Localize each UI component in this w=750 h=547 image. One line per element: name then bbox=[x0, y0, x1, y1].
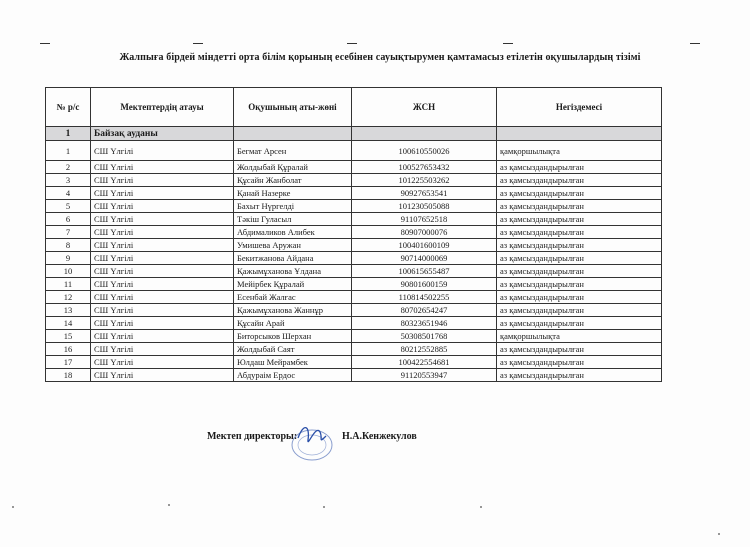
basis: аз қамсыздандырылған bbox=[497, 213, 662, 226]
student-name: Бекитжанова Айдана bbox=[234, 252, 352, 265]
table-row bbox=[46, 200, 662, 213]
student-iin: 80907000076 bbox=[352, 226, 497, 239]
student-name: Абдураім Ердос bbox=[234, 369, 352, 382]
school-name: СШ Үлгілі bbox=[91, 239, 234, 252]
school-name: СШ Үлгілі bbox=[91, 330, 234, 343]
header-number: № р/с bbox=[46, 88, 91, 127]
student-iin: 100527653432 bbox=[352, 161, 497, 174]
scan-speck bbox=[168, 504, 170, 506]
school-name: СШ Үлгілі bbox=[91, 343, 234, 356]
student-iin: 80212552885 bbox=[352, 343, 497, 356]
scan-speck bbox=[718, 533, 720, 535]
dash-mark bbox=[40, 43, 50, 44]
row-number: 12 bbox=[46, 291, 91, 304]
school-name: СШ Үлгілі bbox=[91, 252, 234, 265]
basis: қамқоршылықта bbox=[497, 141, 662, 161]
table-body bbox=[46, 127, 662, 382]
student-name: Биторсыков Шерхан bbox=[234, 330, 352, 343]
row-number: 11 bbox=[46, 278, 91, 291]
student-name: Умишева Аружан bbox=[234, 239, 352, 252]
school-name: СШ Үлгілі bbox=[91, 291, 234, 304]
student-iin: 101225503262 bbox=[352, 174, 497, 187]
row-number: 5 bbox=[46, 200, 91, 213]
school-name: СШ Үлгілі bbox=[91, 187, 234, 200]
table-row bbox=[46, 330, 662, 343]
basis: аз қамсыздандырылған bbox=[497, 252, 662, 265]
student-name: Бегмат Арсен bbox=[234, 141, 352, 161]
student-iin: 91107652518 bbox=[352, 213, 497, 226]
student-name: Мейірбек Құралай bbox=[234, 278, 352, 291]
basis: аз қамсыздандырылған bbox=[497, 239, 662, 252]
row-number: 1 bbox=[46, 141, 91, 161]
student-name: Жолдыбай Саят bbox=[234, 343, 352, 356]
student-name: Есенбай Жалғас bbox=[234, 291, 352, 304]
table-row bbox=[46, 369, 662, 382]
row-number: 10 bbox=[46, 265, 91, 278]
dash-mark bbox=[503, 43, 513, 44]
school-name: СШ Үлгілі bbox=[91, 226, 234, 239]
table-row bbox=[46, 356, 662, 369]
student-iin: 90714000069 bbox=[352, 252, 497, 265]
school-name: СШ Үлгілі bbox=[91, 213, 234, 226]
row-number: 16 bbox=[46, 343, 91, 356]
basis: аз қамсыздандырылған bbox=[497, 291, 662, 304]
student-name: Қанай Назерке bbox=[234, 187, 352, 200]
basis: аз қамсыздандырылған bbox=[497, 200, 662, 213]
basis: аз қамсыздандырылған bbox=[497, 265, 662, 278]
table-row bbox=[46, 265, 662, 278]
student-iin: 100422554681 bbox=[352, 356, 497, 369]
dash-mark bbox=[690, 43, 700, 44]
row-number: 9 bbox=[46, 252, 91, 265]
row-number: 15 bbox=[46, 330, 91, 343]
basis: аз қамсыздандырылған bbox=[497, 343, 662, 356]
header-iin: ЖСН bbox=[352, 88, 497, 127]
student-iin: 100610550026 bbox=[352, 141, 497, 161]
basis: аз қамсыздандырылған bbox=[497, 317, 662, 330]
group-cell bbox=[234, 127, 352, 141]
group-cell bbox=[497, 127, 662, 141]
school-name: СШ Үлгілі bbox=[91, 369, 234, 382]
table-row bbox=[46, 226, 662, 239]
student-name: Абдималиков Алибек bbox=[234, 226, 352, 239]
basis: аз қамсыздандырылған bbox=[497, 161, 662, 174]
scan-speck bbox=[323, 506, 325, 508]
scan-speck bbox=[12, 506, 14, 508]
table-row bbox=[46, 174, 662, 187]
document-title: Жалпыға бірдей міндетті орта білім қорының есебінен сауықтырумен қамтамасыз етілетін оқушылардың тізімі bbox=[119, 52, 641, 63]
student-iin: 110814502255 bbox=[352, 291, 497, 304]
basis: аз қамсыздандырылған bbox=[497, 356, 662, 369]
table-row bbox=[46, 239, 662, 252]
basis: қамқоршылықта bbox=[497, 330, 662, 343]
group-cell bbox=[352, 127, 497, 141]
students-table bbox=[45, 87, 662, 382]
group-number: 1 bbox=[46, 127, 91, 141]
school-name: СШ Үлгілі bbox=[91, 141, 234, 161]
school-name: СШ Үлгілі bbox=[91, 265, 234, 278]
table-row bbox=[46, 278, 662, 291]
group-name: Байзақ ауданы bbox=[91, 127, 234, 141]
basis: аз қамсыздандырылған bbox=[497, 304, 662, 317]
table-row bbox=[46, 343, 662, 356]
header-basis: Негіздемесі bbox=[497, 88, 662, 127]
row-number: 18 bbox=[46, 369, 91, 382]
row-number: 14 bbox=[46, 317, 91, 330]
signature-label: Мектеп директоры: bbox=[207, 431, 298, 442]
signature-stamp-icon bbox=[288, 418, 336, 462]
header-school: Мектептердің атауы bbox=[91, 88, 234, 127]
table-row bbox=[46, 252, 662, 265]
director-name: Н.А.Кенжекулов bbox=[342, 431, 417, 442]
row-number: 2 bbox=[46, 161, 91, 174]
row-number: 8 bbox=[46, 239, 91, 252]
student-name: Қажымұханова Ұлдана bbox=[234, 265, 352, 278]
row-number: 6 bbox=[46, 213, 91, 226]
student-iin: 50308501768 bbox=[352, 330, 497, 343]
dash-mark bbox=[193, 43, 203, 44]
student-iin: 100615655487 bbox=[352, 265, 497, 278]
student-name: Құсайн Арай bbox=[234, 317, 352, 330]
student-iin: 91120553947 bbox=[352, 369, 497, 382]
table-row bbox=[46, 141, 662, 161]
header-student-name: Оқушының аты-жөні bbox=[234, 88, 352, 127]
table-header-row bbox=[46, 88, 662, 127]
school-name: СШ Үлгілі bbox=[91, 356, 234, 369]
basis: аз қамсыздандырылған bbox=[497, 226, 662, 239]
school-name: СШ Үлгілі bbox=[91, 317, 234, 330]
student-name: Тәкіш Гуласыл bbox=[234, 213, 352, 226]
student-iin: 90801600159 bbox=[352, 278, 497, 291]
table-row bbox=[46, 213, 662, 226]
table-row bbox=[46, 317, 662, 330]
basis: аз қамсыздандырылған bbox=[497, 369, 662, 382]
school-name: СШ Үлгілі bbox=[91, 200, 234, 213]
table-row bbox=[46, 291, 662, 304]
student-iin: 101230505088 bbox=[352, 200, 497, 213]
student-iin: 90927653541 bbox=[352, 187, 497, 200]
student-iin: 80323651946 bbox=[352, 317, 497, 330]
student-iin: 100401600109 bbox=[352, 239, 497, 252]
school-name: СШ Үлгілі bbox=[91, 278, 234, 291]
student-name: Жолдыбай Құралай bbox=[234, 161, 352, 174]
row-number: 4 bbox=[46, 187, 91, 200]
basis: аз қамсыздандырылған bbox=[497, 187, 662, 200]
student-name: Қажымұханова Жаннұр bbox=[234, 304, 352, 317]
basis: аз қамсыздандырылған bbox=[497, 278, 662, 291]
row-number: 7 bbox=[46, 226, 91, 239]
table-row bbox=[46, 187, 662, 200]
scan-speck bbox=[480, 506, 482, 508]
student-iin: 80702654247 bbox=[352, 304, 497, 317]
student-name: Құсайн Жанболат bbox=[234, 174, 352, 187]
school-name: СШ Үлгілі bbox=[91, 161, 234, 174]
student-name: Юлдаш Мейрамбек bbox=[234, 356, 352, 369]
table-row bbox=[46, 304, 662, 317]
dash-mark bbox=[347, 43, 357, 44]
table-row bbox=[46, 161, 662, 174]
student-name: Бахыт Нүргелді bbox=[234, 200, 352, 213]
row-number: 17 bbox=[46, 356, 91, 369]
school-name: СШ Үлгілі bbox=[91, 174, 234, 187]
group-row bbox=[46, 127, 662, 141]
row-number: 3 bbox=[46, 174, 91, 187]
school-name: СШ Үлгілі bbox=[91, 304, 234, 317]
basis: аз қамсыздандырылған bbox=[497, 174, 662, 187]
row-number: 13 bbox=[46, 304, 91, 317]
